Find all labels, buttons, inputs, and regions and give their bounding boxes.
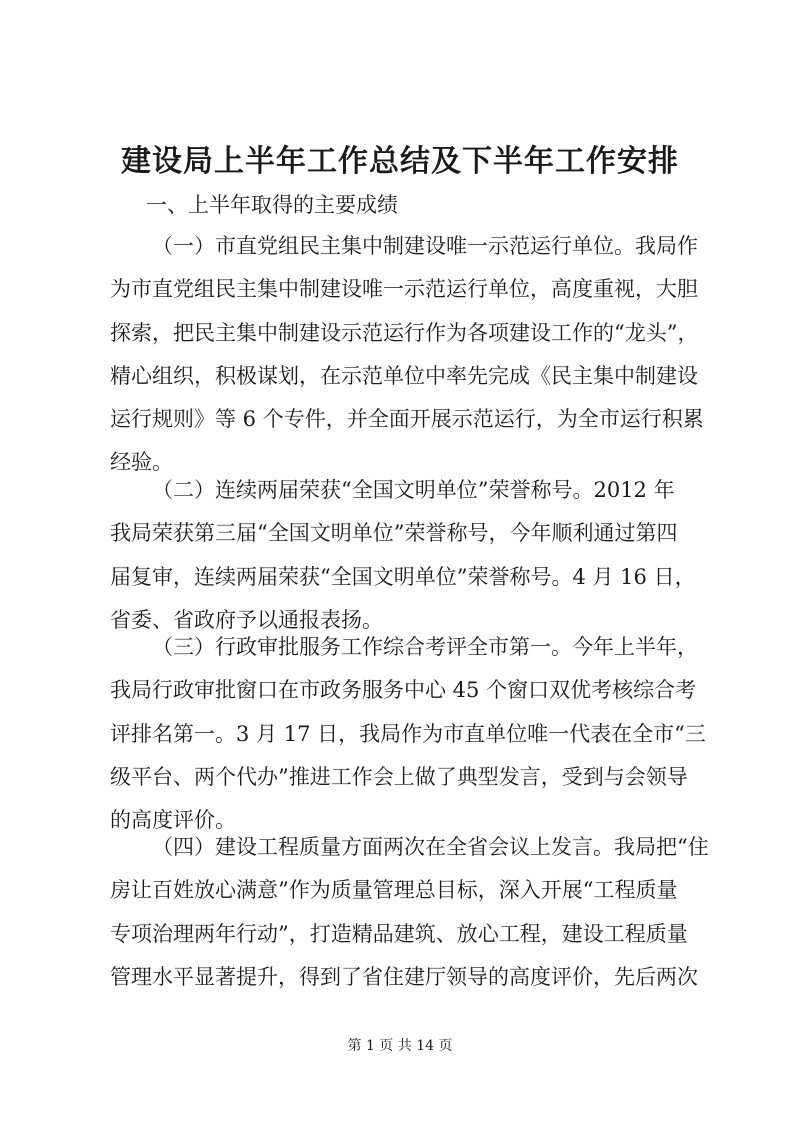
section-heading: 一、上半年取得的主要成绩 xyxy=(146,193,398,217)
paragraph-line: 探索，把民主集中制建设示范运行作为各项建设工作的“龙头”， xyxy=(110,320,699,345)
paragraph-3 xyxy=(110,626,710,842)
paragraph-line: 专项治理两年行动”，打造精品建筑、放心工程，建设工程质量 xyxy=(110,921,688,946)
paragraph-line: （二）连续两届荣获“全国文明单位”荣誉称号。2012 年 xyxy=(152,478,675,502)
paragraph-line: 我局行政审批窗口在市政务服务中心 45 个窗口双优考核综合考 xyxy=(110,678,697,703)
paragraph-line: （四）建设工程质量方面两次在全省会议上发言。我局把“住 xyxy=(152,835,709,859)
paragraph-line: 的高度评价。 xyxy=(110,808,236,833)
paragraph-4 xyxy=(110,826,710,999)
paragraph-line: 管理水平显著提升，得到了省住建厅领导的高度评价，先后两次 xyxy=(110,964,698,989)
paragraph-line: 房让百姓放心满意”作为质量管理总目标，深入开展“工程质量 xyxy=(110,878,678,903)
paragraph-line: 精心组织，积极谋划，在示范单位中率先完成《民主集中制建设 xyxy=(110,363,698,388)
document-title: 建设局上半年工作总结及下半年工作安排 xyxy=(121,144,679,179)
paragraph-line: 评排名第一。3 月 17 日，我局作为市直单位唯一代表在全市“三 xyxy=(110,721,706,746)
paragraph-line: （三）行政审批服务工作综合考评全市第一。今年上半年， xyxy=(152,635,698,659)
paragraph-line: 为市直党组民主集中制建设唯一示范运行单位，高度重视，大胆 xyxy=(110,277,698,302)
paragraph-2 xyxy=(110,469,710,642)
page-number-footer: 第 1 页 共 14 页 xyxy=(347,1038,453,1054)
paragraph-line: 我局荣获第三届“全国文明单位”荣誉称号，今年顺利通过第四 xyxy=(110,521,678,546)
paragraph-line: 省委、省政府予以通报表扬。 xyxy=(110,607,383,632)
paragraph-line: （一）市直党组民主集中制建设唯一示范运行单位。我局作 xyxy=(152,234,698,258)
paragraph-1 xyxy=(110,225,710,485)
paragraph-line: 级平台、两个代办”推进工作会上做了典型发言，受到与会领导 xyxy=(110,764,688,789)
paragraph-line: 运行规则》等 6 个专件，并全面开展示范运行，为全市运行积累 xyxy=(110,407,704,432)
paragraph-line: 届复审，连续两届荣获“全国文明单位”荣誉称号。4 月 16 日， xyxy=(110,564,696,589)
paragraph-line: 经验。 xyxy=(110,450,173,475)
